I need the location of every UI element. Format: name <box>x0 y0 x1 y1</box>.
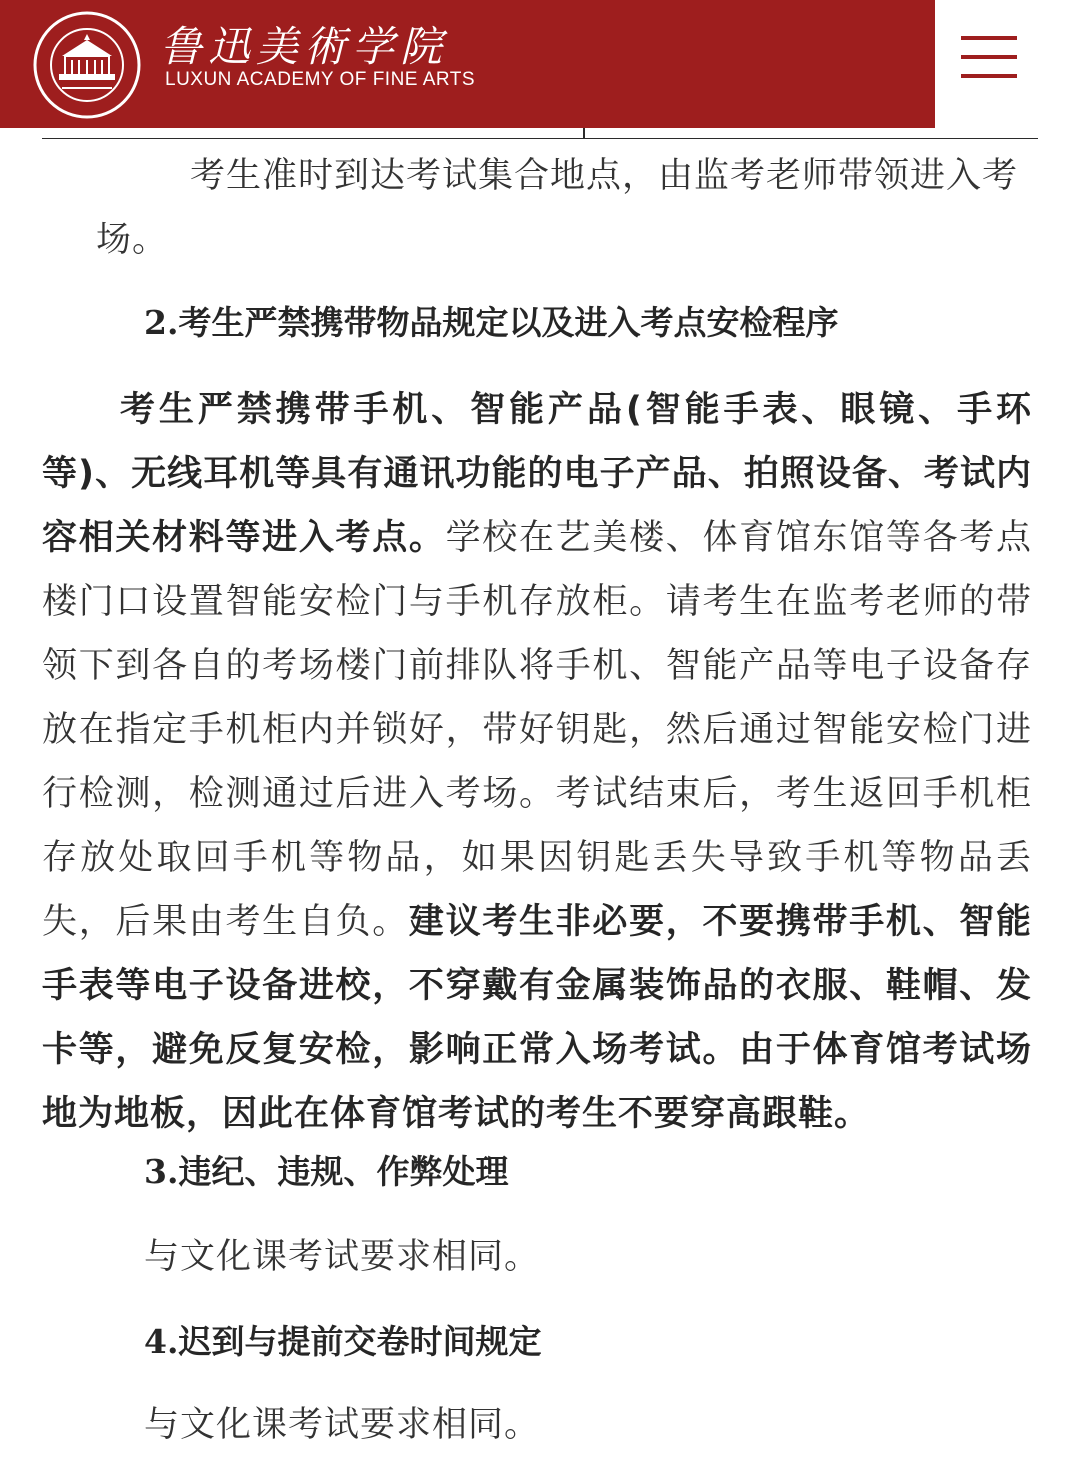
security-procedure-text: 学校在艺美楼、体育馆东馆等各考点楼门口设置智能安检门与手机存放柜。请考生在监考老师的带领下到各自的考场楼门前排队将手机、智能产品等电子设备存放在指定手机柜内并锁好，带好钥匙，然后通过智能安检门进行检测，检测通过后进入考场。考试结束后，考生返回手机柜存放处取回手机等物品，如果因钥匙丢失导致手机等物品丢失，后果由考生自负。 <box>42 518 1032 942</box>
paragraph-security-rules <box>42 378 1032 1146</box>
paragraph-late-arrival: 与文化课考试要求相同。 <box>144 1405 541 1445</box>
menu-button[interactable] <box>955 28 1025 88</box>
paragraph-assembly-line1: 考生准时到达考试集合地点，由监考老师带领进入考 <box>190 156 1019 196</box>
paragraph-assembly-line2: 场。 <box>96 220 169 260</box>
logo-english-name[interactable]: LUXUN ACADEMY OF FINE ARTS <box>165 69 476 90</box>
site-header <box>0 0 1080 130</box>
hamburger-icon <box>961 36 1017 40</box>
paragraph-violations: 与文化课考试要求相同。 <box>144 1237 541 1277</box>
table-border-bottom <box>42 138 1038 139</box>
section-heading-late-arrival: 4.迟到与提前交卷时间规定 <box>144 1322 542 1361</box>
academy-seal-icon[interactable] <box>32 10 142 120</box>
hamburger-icon-bar <box>961 55 1017 59</box>
logo-chinese-name[interactable]: 鲁迅美術学院 <box>160 22 449 71</box>
hamburger-icon-bar <box>961 74 1017 78</box>
security-advice-notice: 建议考生非必要，不要携带手机、智能手表等电子设备进校，不穿戴有金属装饰品的衣服、鞋帽、发卡等，避免反复安检，影响正常入场考试。由于体育馆考试场地为地板，因此在体育馆考试的考生不要穿高跟鞋。 <box>42 902 1032 1134</box>
header-brand-bar <box>0 0 935 128</box>
section-heading-prohibited-items: 2.考生严禁携带物品规定以及进入考点安检程序 <box>144 303 839 342</box>
section-heading-violations: 3.违纪、违规、作弊处理 <box>144 1152 509 1191</box>
prohibited-items-notice: 考生严禁携带手机、智能产品(智能手表、眼镜、手环等)、无线耳机等具有通讯功能的电子产品、拍照设备、考试内容相关材料等进入考点。 <box>42 390 1032 558</box>
